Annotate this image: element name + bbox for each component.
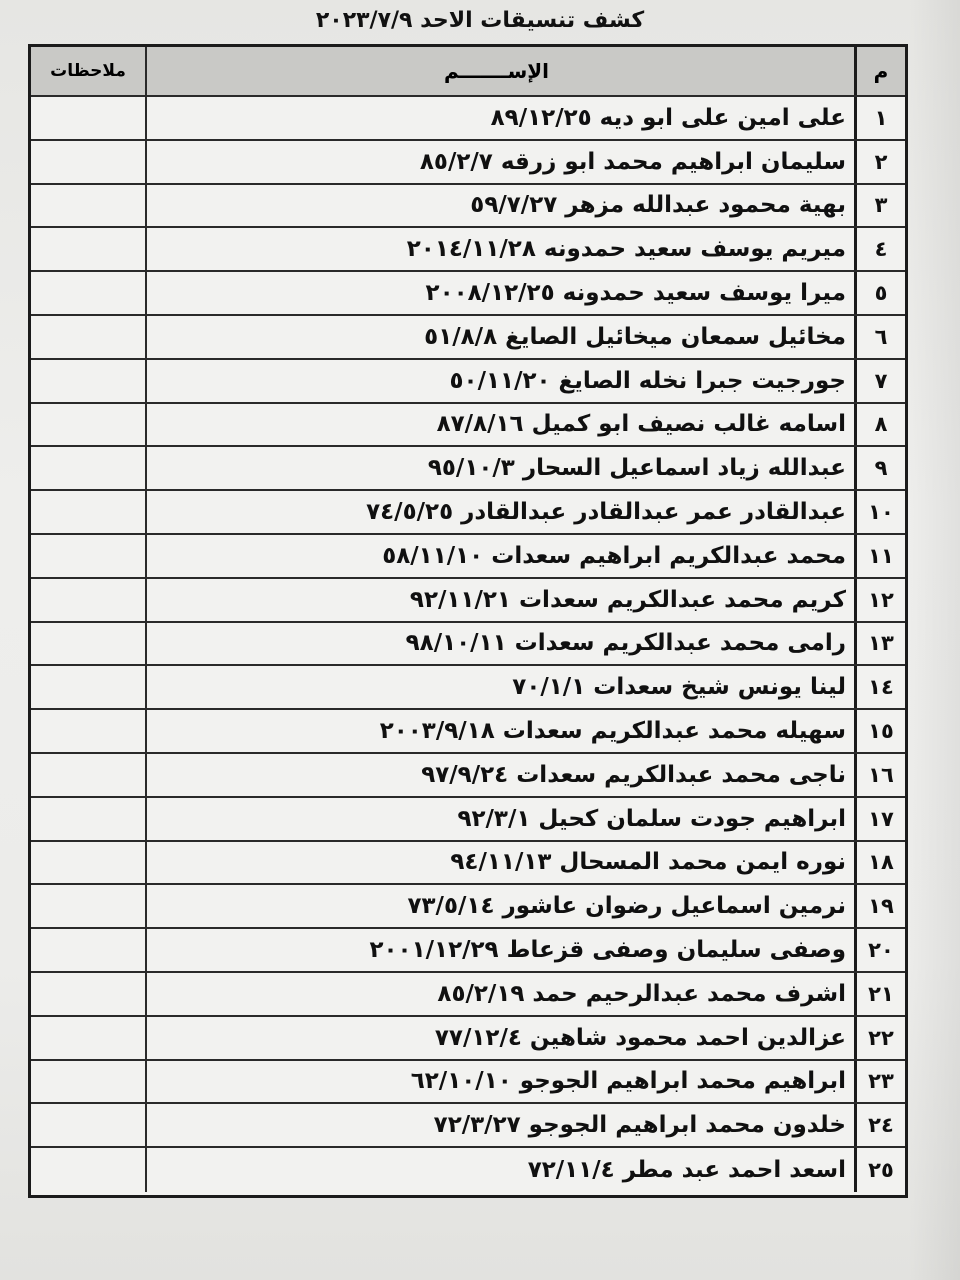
table-row — [31, 1061, 905, 1105]
header-name: الإســـــــم — [147, 47, 857, 95]
row-name-text: نرمين اسماعيل رضوان عاشور ٧٣/٥/١٤ — [407, 893, 846, 920]
row-name-text: عبدالقادر عمر عبدالقادر عبدالقادر ٧٤/٥/٢٥ — [366, 499, 846, 526]
row-number-cell — [857, 491, 905, 533]
row-number-text: ٢ — [874, 149, 888, 174]
row-name-text: اسامه غالب نصيف ابو كميل ٨٧/٨/١٦ — [436, 411, 846, 438]
row-name-text: خلدون محمد ابراهيم الجوجو ٧٢/٣/٢٧ — [433, 1112, 846, 1139]
row-notes-cell — [31, 623, 147, 665]
row-number-cell — [857, 666, 905, 708]
table-row — [31, 141, 905, 185]
row-name-cell — [147, 535, 857, 577]
row-notes-cell — [31, 666, 147, 708]
row-number-cell — [857, 885, 905, 927]
row-number-text: ١٠ — [868, 500, 894, 525]
row-notes-cell — [31, 1148, 147, 1192]
row-name-cell — [147, 885, 857, 927]
table-row — [31, 228, 905, 272]
row-number-text: ١٥ — [868, 719, 894, 744]
row-number-text: ٢٣ — [868, 1069, 894, 1094]
row-name-text: اسعد احمد عبد مطر ٧٢/١١/٤ — [527, 1157, 846, 1184]
row-name-cell — [147, 973, 857, 1015]
row-name-cell — [147, 404, 857, 446]
paper-shadow — [908, 0, 960, 1280]
row-notes-cell — [31, 1017, 147, 1059]
row-number-cell — [857, 842, 905, 884]
row-name-text: كريم محمد عبدالكريم سعدات ٩٢/١١/٢١ — [409, 586, 846, 613]
row-number-text: ٤ — [874, 237, 888, 262]
row-notes-cell — [31, 579, 147, 621]
row-name-text: رامى محمد عبدالكريم سعدات ٩٨/١٠/١١ — [405, 630, 846, 657]
table-header-row — [31, 47, 905, 97]
names-table — [28, 44, 908, 1198]
row-number-text: ١٩ — [868, 894, 894, 919]
row-name-text: ميرا يوسف سعيد حمدونه ٢٠٠٨/١٢/٢٥ — [425, 280, 846, 307]
table-row — [31, 316, 905, 360]
table-row — [31, 1148, 905, 1192]
header-number: م — [857, 47, 905, 95]
row-notes-cell — [31, 228, 147, 270]
row-name-text: على امين على ابو ديه ٨٩/١٢/٢٥ — [490, 104, 846, 131]
row-name-cell — [147, 754, 857, 796]
row-name-cell — [147, 579, 857, 621]
row-name-text: اشرف محمد عبدالرحيم حمد ٨٥/٢/١٩ — [437, 980, 846, 1007]
row-number-cell — [857, 1104, 905, 1146]
row-name-text: ميريم يوسف سعيد حمدونه ٢٠١٤/١١/٢٨ — [406, 236, 846, 263]
row-name-cell — [147, 710, 857, 752]
row-notes-cell — [31, 842, 147, 884]
table-row — [31, 491, 905, 535]
row-number-cell — [857, 141, 905, 183]
row-notes-cell — [31, 97, 147, 139]
row-notes-cell — [31, 491, 147, 533]
row-name-cell — [147, 798, 857, 840]
table-row — [31, 623, 905, 667]
table-row — [31, 1104, 905, 1148]
row-number-cell — [857, 798, 905, 840]
row-notes-cell — [31, 141, 147, 183]
row-notes-cell — [31, 316, 147, 358]
table-row — [31, 929, 905, 973]
row-name-text: سليمان ابراهيم محمد ابو زرقه ٨٥/٢/٧ — [419, 148, 846, 175]
row-name-text: ناجى محمد عبدالكريم سعدات ٩٧/٩/٢٤ — [421, 761, 846, 788]
row-notes-cell — [31, 360, 147, 402]
row-number-text: ٨ — [874, 412, 888, 437]
row-number-text: ٦ — [874, 324, 888, 349]
row-notes-cell — [31, 185, 147, 227]
header-notes: ملاحظات — [31, 47, 147, 95]
row-notes-cell — [31, 404, 147, 446]
row-number-text: ٥ — [874, 281, 888, 306]
row-name-text: ابراهيم محمد ابراهيم الجوجو ٦٢/١٠/١٠ — [410, 1068, 846, 1095]
table-row — [31, 579, 905, 623]
table-row — [31, 666, 905, 710]
row-notes-cell — [31, 973, 147, 1015]
row-name-text: نوره ايمن محمد المسحال ٩٤/١١/١٣ — [450, 849, 846, 876]
row-name-text: جورجيت جبرا نخله الصايغ ٥٠/١١/٢٠ — [449, 367, 846, 394]
row-notes-cell — [31, 272, 147, 314]
row-number-text: ٢٥ — [868, 1158, 894, 1183]
document-title: كشف تنسيقات الاحد ٢٠٢٣/٧/٩ — [315, 8, 645, 33]
row-number-text: ١٦ — [868, 762, 894, 787]
row-number-text: ١١ — [868, 543, 894, 568]
table-row — [31, 1017, 905, 1061]
row-number-cell — [857, 272, 905, 314]
table-row — [31, 272, 905, 316]
row-name-text: مخائيل سمعان ميخائيل الصايغ ٥١/٨/٨ — [424, 323, 846, 350]
table-row — [31, 754, 905, 798]
row-number-cell — [857, 535, 905, 577]
table-row — [31, 798, 905, 842]
row-name-cell — [147, 316, 857, 358]
table-row — [31, 710, 905, 754]
table-row — [31, 973, 905, 1017]
row-name-cell — [147, 1061, 857, 1103]
row-number-text: ١٤ — [868, 675, 894, 700]
row-notes-cell — [31, 929, 147, 971]
row-number-cell — [857, 447, 905, 489]
row-number-cell — [857, 1148, 905, 1192]
row-name-text: ابراهيم جودت سلمان كحيل ٩٢/٣/١ — [457, 805, 846, 832]
row-name-cell — [147, 228, 857, 270]
row-name-cell — [147, 360, 857, 402]
table-row — [31, 447, 905, 491]
row-number-cell — [857, 404, 905, 446]
row-number-text: ٢٠ — [868, 938, 894, 963]
row-number-cell — [857, 1017, 905, 1059]
row-name-cell — [147, 185, 857, 227]
row-number-cell — [857, 316, 905, 358]
row-name-text: بهية محمود عبدالله مزهر ٥٩/٧/٢٧ — [470, 192, 846, 219]
row-name-cell — [147, 1148, 857, 1192]
row-number-cell — [857, 1061, 905, 1103]
row-number-text: ١٧ — [868, 806, 894, 831]
row-number-text: ٢١ — [868, 981, 894, 1006]
row-number-text: ١٢ — [868, 587, 894, 612]
row-number-text: ٢٢ — [868, 1025, 894, 1050]
row-number-cell — [857, 754, 905, 796]
row-number-text: ١٣ — [868, 631, 894, 656]
row-number-cell — [857, 579, 905, 621]
row-name-cell — [147, 141, 857, 183]
row-number-cell — [857, 185, 905, 227]
row-name-cell — [147, 97, 857, 139]
row-number-cell — [857, 710, 905, 752]
row-name-cell — [147, 842, 857, 884]
row-number-text: ٣ — [874, 193, 888, 218]
row-name-text: عبدالله زياد اسماعيل السحار ٩٥/١٠/٣ — [427, 455, 846, 482]
row-notes-cell — [31, 710, 147, 752]
row-name-text: محمد عبدالكريم ابراهيم سعدات ٥٨/١١/١٠ — [382, 542, 846, 569]
row-name-text: عزالدين احمد محمود شاهين ٧٧/١٢/٤ — [434, 1024, 846, 1051]
row-name-cell — [147, 1104, 857, 1146]
row-number-cell — [857, 929, 905, 971]
row-number-text: ٧ — [874, 368, 888, 393]
row-number-text: ١٨ — [868, 850, 894, 875]
row-name-cell — [147, 666, 857, 708]
row-number-text: ٢٤ — [868, 1113, 894, 1138]
row-name-cell — [147, 929, 857, 971]
row-notes-cell — [31, 1104, 147, 1146]
table-row — [31, 404, 905, 448]
table-row — [31, 885, 905, 929]
row-name-cell — [147, 623, 857, 665]
row-number-cell — [857, 973, 905, 1015]
table-row — [31, 360, 905, 404]
row-notes-cell — [31, 1061, 147, 1103]
table-row — [31, 185, 905, 229]
row-number-cell — [857, 623, 905, 665]
row-name-text: لينا يونس شيخ سعدات ٧٠/١/١ — [512, 674, 846, 701]
row-name-text: وصفى سليمان وصفى قزعاط ٢٠٠١/١٢/٢٩ — [369, 937, 846, 964]
row-number-text: ٩ — [874, 456, 888, 481]
row-name-cell — [147, 447, 857, 489]
row-notes-cell — [31, 885, 147, 927]
row-name-cell — [147, 272, 857, 314]
row-notes-cell — [31, 754, 147, 796]
row-notes-cell — [31, 535, 147, 577]
row-notes-cell — [31, 798, 147, 840]
row-name-cell — [147, 491, 857, 533]
row-number-cell — [857, 360, 905, 402]
row-number-cell — [857, 228, 905, 270]
row-number-text: ١ — [874, 105, 888, 130]
table-row — [31, 842, 905, 886]
row-name-text: سهيله محمد عبدالكريم سعدات ٢٠٠٣/٩/١٨ — [379, 718, 846, 745]
row-notes-cell — [31, 447, 147, 489]
table-row — [31, 535, 905, 579]
table-row — [31, 97, 905, 141]
row-number-cell — [857, 97, 905, 139]
row-name-cell — [147, 1017, 857, 1059]
